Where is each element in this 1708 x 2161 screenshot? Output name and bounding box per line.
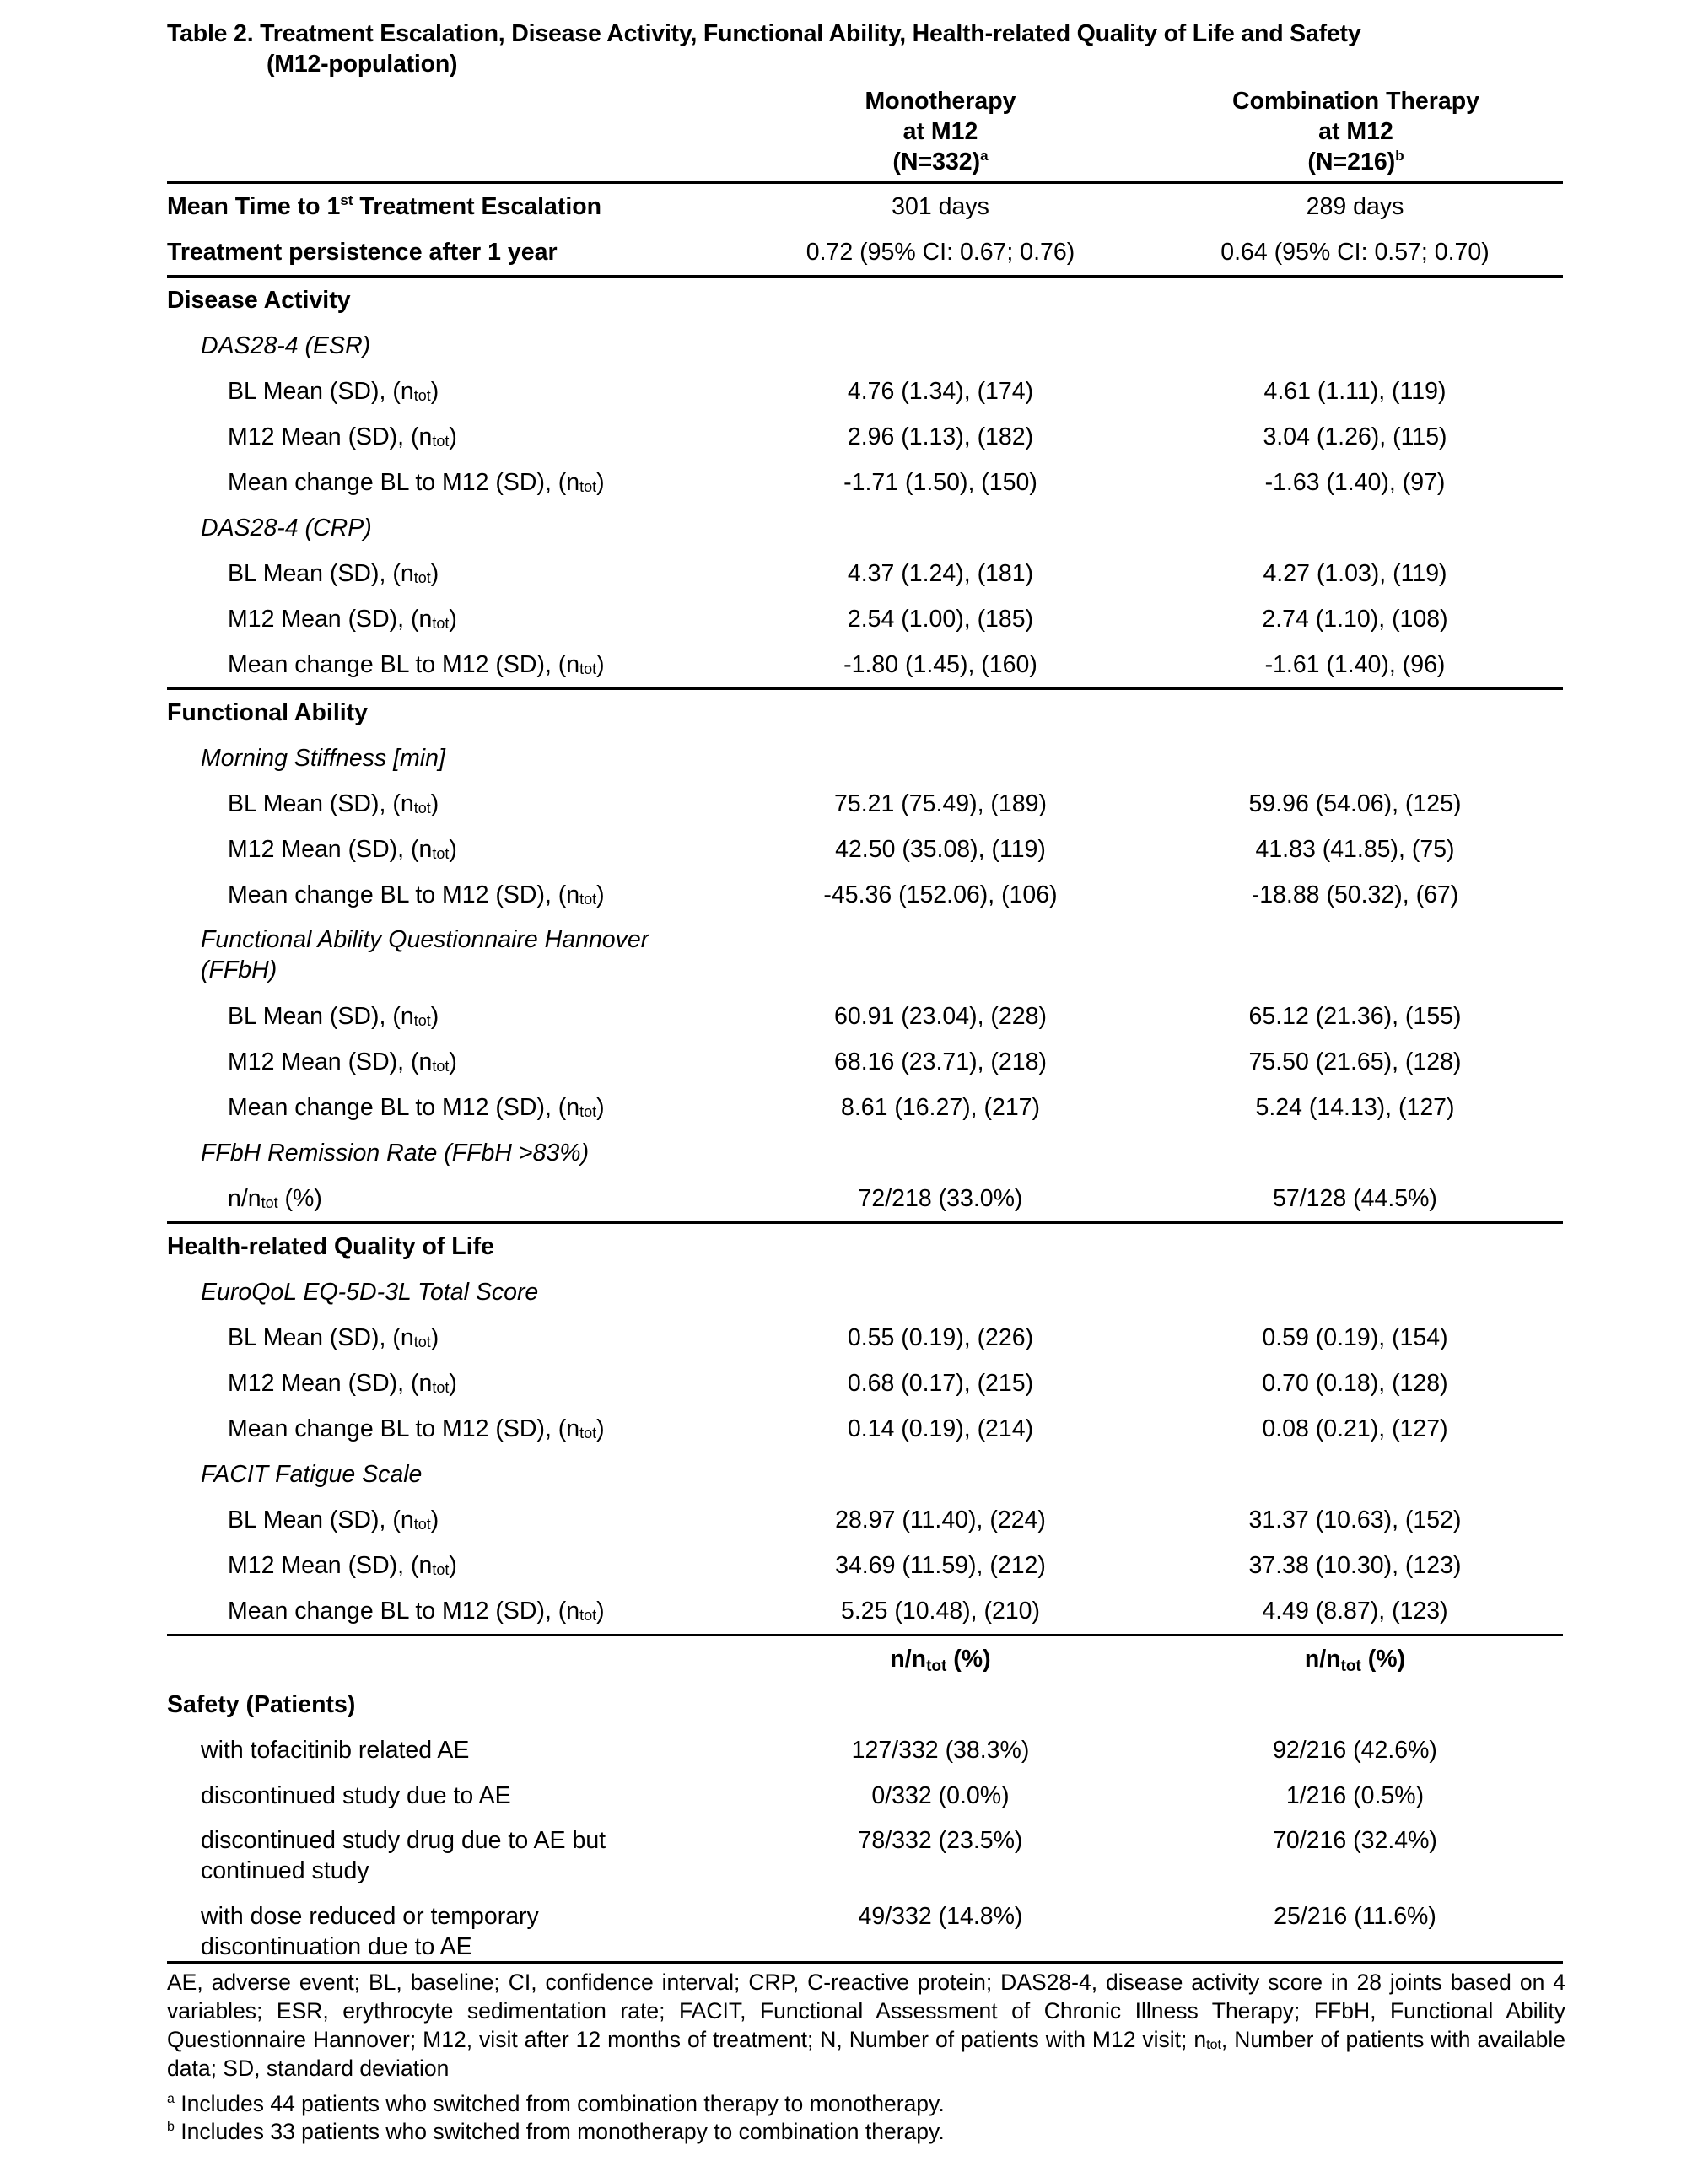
subheading: EuroQoL EQ-5D-3L Total Score — [201, 1279, 539, 1306]
footnote-a: $^a$ Includes 44 patients who switched from combination therapy to monotherapy. — [167, 2091, 945, 2116]
table-row — [167, 1085, 1563, 1130]
cell-combo: 92/216 (42.6%) — [1273, 1737, 1437, 1764]
cell-mono: 42.50 (35.08), (119) — [835, 836, 1046, 863]
table-row — [167, 872, 1563, 918]
subheading: FFbH Remission Rate (FFbH >83%) — [201, 1140, 590, 1167]
subheading-das28-crp — [167, 505, 1563, 551]
table-row-persistence — [167, 229, 1563, 277]
row-label: discontinued study drug due to AE but continued study — [201, 1827, 606, 1884]
section-heading-functional-ability — [167, 689, 1563, 736]
column-header-n-text: (N=216) — [1307, 148, 1396, 175]
row-label: M12 Mean (SD), $(n_{tot})$ — [228, 1552, 457, 1579]
table-row — [167, 1727, 1563, 1773]
cell-combo: 41.83 (41.85), (75) — [1255, 836, 1455, 863]
cell-mono: 72/218 (33.0%) — [858, 1185, 1023, 1212]
row-label: BL Mean (SD), $(n_{tot})$ — [228, 790, 439, 817]
row-label: BL Mean (SD), $(n_{tot})$ — [228, 1506, 439, 1533]
table-row — [167, 1894, 1563, 1970]
cell-combo: 0.59 (0.19), (154) — [1262, 1324, 1448, 1351]
table-title-line2: (M12-population) — [267, 51, 458, 78]
cell-mono: 0/332 (0.0%) — [871, 1782, 1010, 1809]
footnote-mark: a — [980, 148, 989, 164]
row-label: Mean change BL to M12 (SD), $(n_{tot})$ — [228, 1415, 605, 1442]
cell-combo: 1/216 (0.5%) — [1285, 1782, 1425, 1809]
cell-combo: 289 days — [1147, 183, 1563, 230]
section-heading: Health-related Quality of Life — [167, 1223, 1563, 1270]
row-label: BL Mean (SD), $(n_{tot})$ — [228, 1324, 439, 1351]
table-row — [167, 1176, 1563, 1223]
safety-column-header-combo: $n/n_{tot}$ (%) — [1147, 1636, 1563, 1683]
row-label: Mean change BL to M12 (SD), $(n_{tot})$ — [228, 1094, 605, 1121]
subheading: Morning Stiffness [min] — [201, 745, 445, 772]
cell-combo: -1.61 (1.40), (96) — [1264, 651, 1446, 678]
cell-combo: 0.70 (0.18), (128) — [1262, 1370, 1448, 1397]
row-label: M12 Mean (SD), $(n_{tot})$ — [228, 836, 457, 863]
cell-combo: 0.64 (95% CI: 0.57; 0.70) — [1220, 239, 1490, 266]
row-label: Mean change BL to M12 (SD), $(n_{tot})$ — [228, 469, 605, 496]
row-label: Mean change BL to M12 (SD), $(n_{tot})$ — [228, 1598, 605, 1625]
cell-mono: 8.61 (16.27), (217) — [840, 1094, 1041, 1121]
column-header-monotherapy — [734, 86, 1147, 177]
table-row — [167, 596, 1563, 642]
table-row — [167, 994, 1563, 1039]
row-label: discontinued study due to AE — [201, 1782, 511, 1809]
footnote-mark: b — [1395, 148, 1404, 164]
cell-mono: 28.97 (11.40), (224) — [835, 1506, 1046, 1533]
table-row — [167, 551, 1563, 596]
row-label: M12 Mean (SD), $(n_{tot})$ — [228, 1370, 457, 1397]
subheading: DAS28-4 (CRP) — [201, 515, 372, 542]
cell-mono: 4.76 (1.34), (174) — [847, 378, 1034, 405]
column-header-n-text: (N=332) — [892, 148, 981, 175]
column-header-line: Combination Therapy — [1232, 88, 1479, 115]
cell-mono: 0.72 (95% CI: 0.67; 0.76) — [806, 239, 1075, 266]
section-heading-safety — [167, 1682, 1563, 1727]
subheading-ffbh-remission — [167, 1130, 1563, 1176]
cell-mono: 2.54 (1.00), (185) — [847, 606, 1034, 633]
cell-combo: 65.12 (21.36), (155) — [1248, 1003, 1462, 1030]
section-heading: Disease Activity — [167, 277, 1563, 324]
cell-combo: 0.08 (0.21), (127) — [1262, 1415, 1448, 1442]
row-label: with dose reduced or temporary discontinuation due to AE — [201, 1903, 539, 1960]
table-row — [167, 781, 1563, 827]
cell-mono: -45.36 (152.06), (106) — [823, 881, 1058, 908]
cell-mono: 49/332 (14.8%) — [858, 1903, 1023, 1930]
safety-column-header-row — [167, 1636, 1563, 1683]
column-header-line: at M12 — [902, 118, 978, 145]
footnote-b: $^b$ Includes 33 patients who switched from monotherapy to combination therapy. — [167, 2119, 945, 2144]
table-row — [167, 1406, 1563, 1452]
subheading-facit — [167, 1452, 1563, 1497]
cell-mono: 0.14 (0.19), (214) — [847, 1415, 1034, 1442]
row-label: BL Mean (SD), $(n_{tot})$ — [228, 378, 439, 405]
row-label: M12 Mean (SD), $(n_{tot})$ — [228, 1048, 457, 1075]
cell-mono: 75.21 (75.49), (189) — [834, 790, 1047, 817]
table-row — [167, 1819, 1563, 1894]
section-heading: Functional Ability — [167, 689, 1563, 736]
cell-mono: 127/332 (38.3%) — [851, 1737, 1030, 1764]
row-label: BL Mean (SD), $(n_{tot})$ — [228, 1003, 439, 1030]
cell-combo: -18.88 (50.32), (67) — [1251, 881, 1459, 908]
table-row — [167, 1543, 1563, 1588]
cell-combo: 59.96 (54.06), (125) — [1248, 790, 1462, 817]
table-row — [167, 460, 1563, 505]
section-heading-hrqol — [167, 1223, 1563, 1270]
column-header-n — [1147, 147, 1565, 177]
cell-combo: -1.63 (1.40), (97) — [1264, 469, 1446, 496]
cell-mono: 5.25 (10.48), (210) — [840, 1598, 1041, 1625]
cell-mono: 68.16 (23.71), (218) — [834, 1048, 1047, 1075]
table-bottom-rule — [167, 1961, 1563, 1964]
row-label: M12 Mean (SD), $(n_{tot})$ — [228, 423, 457, 450]
cell-mono: 60.91 (23.04), (228) — [834, 1003, 1047, 1030]
subheading: DAS28-4 (ESR) — [201, 332, 371, 359]
table-title — [167, 19, 1601, 79]
safety-column-header-mono: $n/n_{tot}$ (%) — [734, 1636, 1147, 1683]
cell-combo: 37.38 (10.30), (123) — [1248, 1552, 1462, 1579]
table-row — [167, 1497, 1563, 1543]
column-header-n — [734, 147, 1147, 177]
cell-mono: 0.55 (0.19), (226) — [847, 1324, 1034, 1351]
subheading: FACIT Fatigue Scale — [201, 1461, 423, 1488]
abbreviations-note: AE, adverse event; BL, baseline; CI, confidence interval; CRP, C-reactive protein; DAS28-4, disease activity score in 28 joints based on 4 variables; ESR, erythrocyte sedimentation rate; FACIT, Functional Assessment of Chronic Illness Therapy; FFbH, Functional Ability Questionnaire Hannover; M12, visit after 12 months of treatment; N, Number of patients with M12 visit; $n_{tot}$, Number of patients with available data; SD, standard deviation — [167, 1970, 1565, 2081]
column-header-line: Monotherapy — [865, 88, 1016, 115]
column-header-line: at M12 — [1318, 118, 1393, 145]
table-row — [167, 1361, 1563, 1406]
section-heading-disease-activity — [167, 277, 1563, 324]
row-label: Mean change BL to M12 (SD), $(n_{tot})$ — [228, 881, 605, 908]
cell-mono: -1.71 (1.50), (150) — [843, 469, 1037, 496]
cell-mono: 78/332 (23.5%) — [858, 1827, 1023, 1854]
results-table — [167, 181, 1563, 1970]
table-row — [167, 1039, 1563, 1085]
table-row — [167, 414, 1563, 460]
subheading-eq5d — [167, 1269, 1563, 1315]
table-row — [167, 827, 1563, 872]
table-footnotes — [167, 1968, 1565, 2146]
table-row — [167, 1315, 1563, 1361]
cell-combo: 70/216 (32.4%) — [1273, 1827, 1437, 1854]
cell-combo: 57/128 (44.5%) — [1273, 1185, 1437, 1212]
table-row — [167, 1588, 1563, 1636]
row-label: Treatment persistence after 1 year — [167, 239, 558, 266]
table-row — [167, 642, 1563, 689]
subheading-morning-stiffness — [167, 736, 1563, 781]
cell-combo: 4.61 (1.11), (119) — [1263, 378, 1447, 405]
table-title-line1: Table 2. Treatment Escalation, Disease Activity, Functional Ability, Health-related Quality of Life and Safety — [167, 20, 1361, 47]
cell-combo: 4.49 (8.87), (123) — [1262, 1598, 1448, 1625]
row-label: BL Mean (SD), $(n_{tot})$ — [228, 560, 439, 587]
subheading: Functional Ability Questionnaire Hannover (FFbH) — [201, 926, 649, 983]
row-label: with tofacitinib related AE — [201, 1737, 470, 1764]
column-headers — [167, 86, 1563, 182]
cell-combo: 25/216 (11.6%) — [1274, 1903, 1436, 1930]
cell-mono: 2.96 (1.13), (182) — [847, 423, 1034, 450]
subheading-das28-esr — [167, 323, 1563, 369]
cell-combo: 75.50 (21.65), (128) — [1248, 1048, 1462, 1075]
cell-mono: 4.37 (1.24), (181) — [847, 560, 1034, 587]
cell-mono: -1.80 (1.45), (160) — [843, 651, 1037, 678]
column-header-combination — [1147, 86, 1565, 177]
row-label: Mean Time to 1st Treatment Escalation — [167, 183, 734, 230]
cell-combo: 5.24 (14.13), (127) — [1255, 1094, 1455, 1121]
cell-combo: 31.37 (10.63), (152) — [1248, 1506, 1462, 1533]
cell-mono: 34.69 (11.59), (212) — [835, 1552, 1046, 1579]
table-row-mean-time — [167, 183, 1563, 230]
empty-cell — [167, 1636, 734, 1683]
subheading-ffbh — [167, 918, 1563, 994]
table-row — [167, 1773, 1563, 1819]
row-label: M12 Mean (SD), $(n_{tot})$ — [228, 606, 457, 633]
cell-mono: 301 days — [734, 183, 1147, 230]
cell-combo: 4.27 (1.03), (119) — [1263, 560, 1447, 587]
cell-mono: 0.68 (0.17), (215) — [847, 1370, 1034, 1397]
section-heading: Safety (Patients) — [167, 1691, 356, 1718]
row-label: Mean change BL to M12 (SD), $(n_{tot})$ — [228, 651, 605, 678]
table-row — [167, 369, 1563, 414]
cell-combo: 3.04 (1.26), (115) — [1263, 423, 1447, 450]
row-label: $n/n_{tot}$ (%) — [228, 1185, 322, 1212]
cell-combo: 2.74 (1.10), (108) — [1262, 606, 1448, 633]
